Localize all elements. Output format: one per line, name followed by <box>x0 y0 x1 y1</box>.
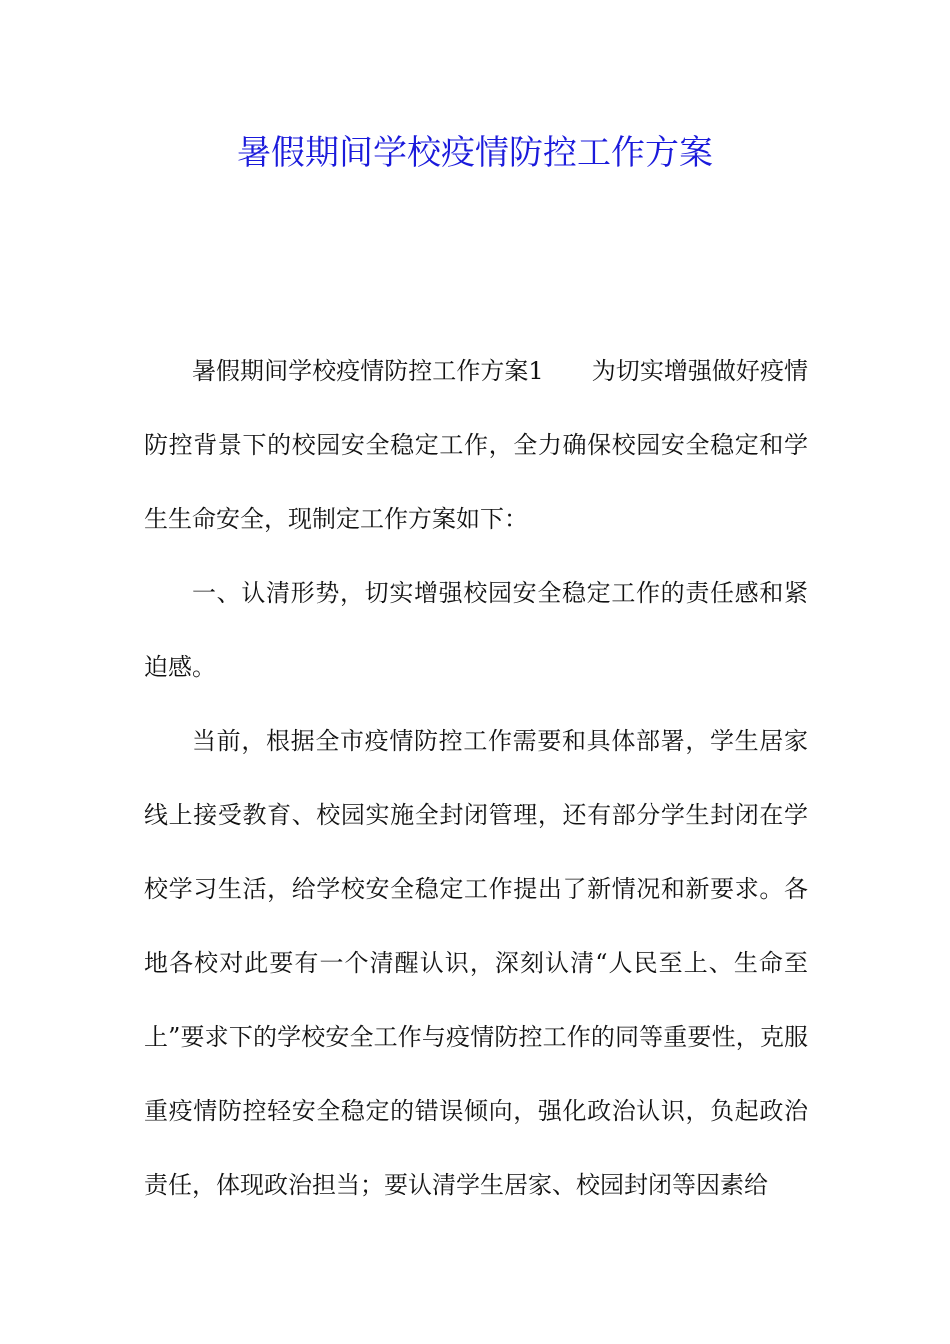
paragraph-intro: 暑假期间学校疫情防控工作方案1 为切实增强做好疫情防控背景下的校园安全稳定工作，全力确保校园安全稳定和学生生命安全，现制定工作方案如下： <box>144 357 808 533</box>
document-body <box>144 334 808 1222</box>
paragraph-section-heading: 一、认清形势，切实增强校园安全稳定工作的责任感和紧迫感。 <box>144 579 808 681</box>
document-title: 暑假期间学校疫情防控工作方案 <box>237 133 713 173</box>
paragraph-current-situation: 当前，根据全市疫情防控工作需要和具体部署，学生居家线上接受教育、校园实施全封闭管理，还有部分学生封闭在学校学习生活，给学校安全稳定工作提出了新情况和新要求。各地各校对此要有一个清醒认识，深刻认清“人民至上、生命至上”要求下的学校安全工作与疫情防控工作的同等重要性，克服重疫情防控轻安全稳定的错误倾向，强化政治认识，负起政治责任，体现政治担当；要认清学生居家、校园封闭等因素给 <box>144 727 808 1199</box>
